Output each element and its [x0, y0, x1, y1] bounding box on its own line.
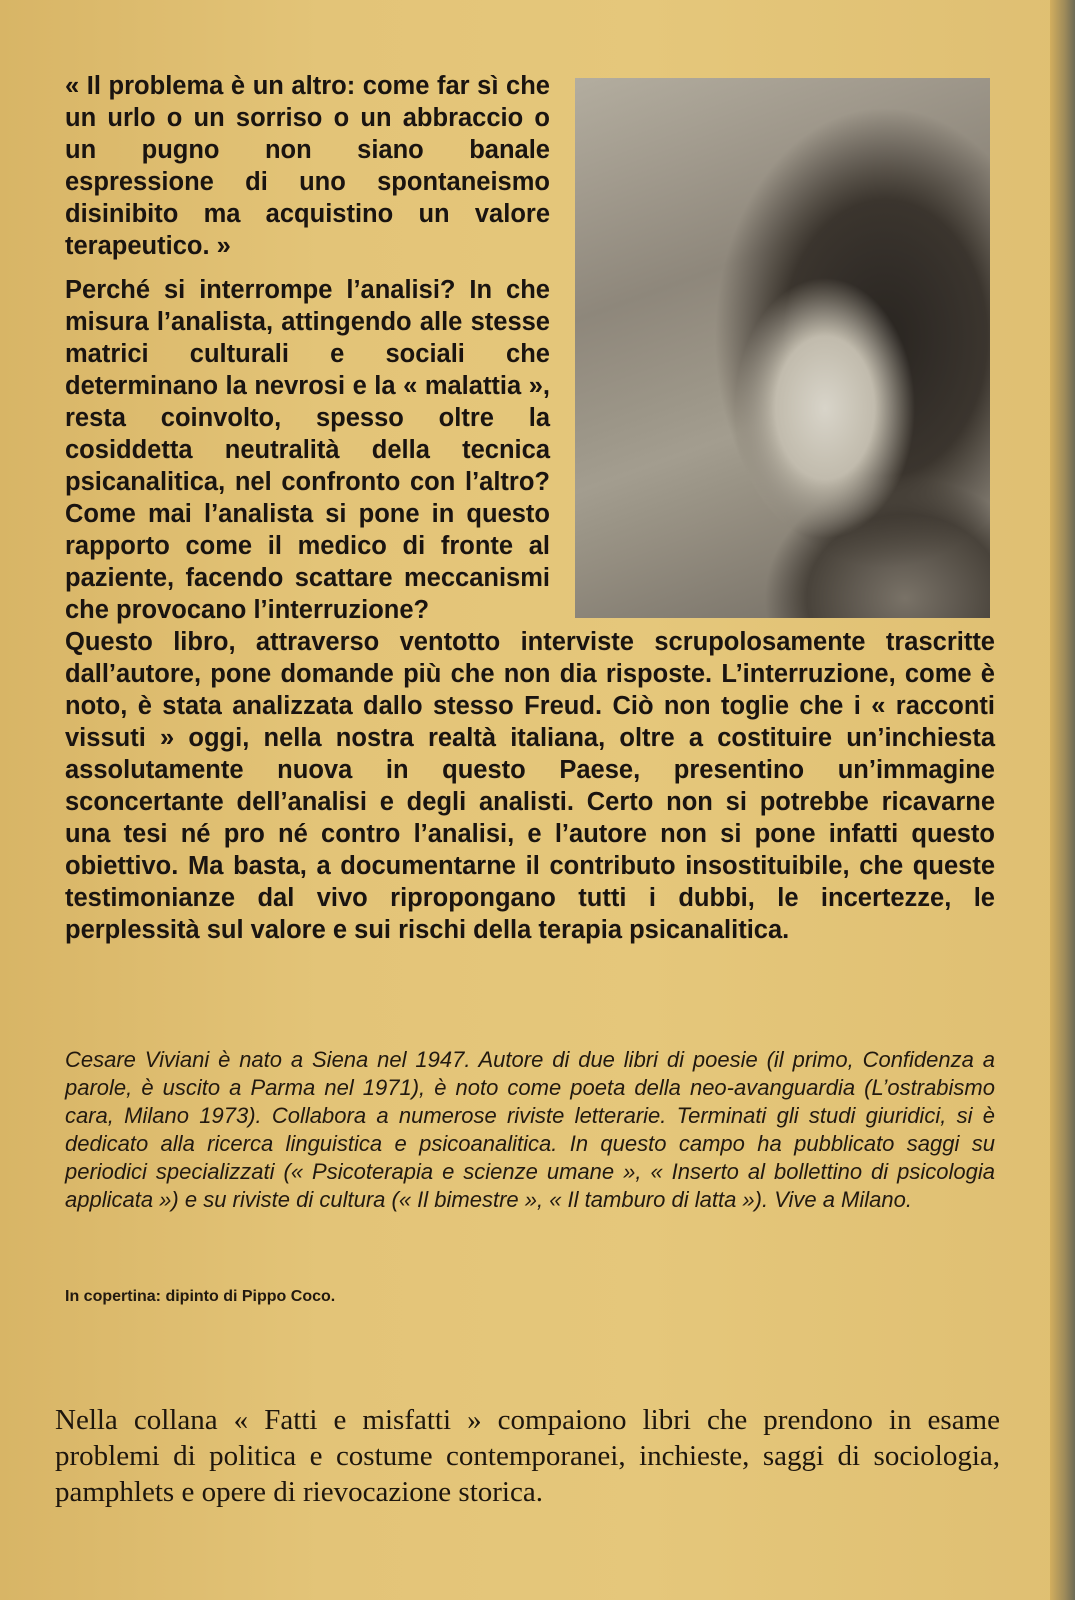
intro-paragraph: Perché si interrompe l’analisi? In che misura l’analista, attingendo alle stesse matrici culturali e sociali che determinano la nevrosi e la « malattia », resta coinvolto, spesso oltre la cosiddetta neutralità della tecnica psicanalitica, nel confronto con l’altro? Come mai l’analista si pone in questo rapporto come il medico di fronte al paziente, facendo scattare meccanismi che provocano l’interruzione? — [65, 276, 550, 624]
author-bio: Cesare Viviani è nato a Siena nel 1947. Autore di due libri di poesie (il primo, Confidenza a parole, è uscito a Parma nel 1971), è noto come poeta della neo-avanguardia (L’ostrabismo cara, Milano 1973). Collabora a numerose riviste letterarie. Terminati gli studi giuridici, si è dedicato alla ricerca linguistica e psicoanalitica. In questo campo ha pubblicato saggi su periodici specializzati (« Psicoterapia e scienze umane », « Inserto al bollettino di psicologia applicata ») e su riviste di cultura (« Il bimestre », « Il tamburo di latta »). Vive a Milano. — [65, 1047, 995, 1212]
description-paragraph: Questo libro, attraverso ventotto interviste scrupolosamente trascritte dall’autore, pone domande più che non dia risposte. L’interruzione, come è noto, è stata analizzata dallo stesso Freud. Ciò non toglie che i « racconti vissuti » oggi, nella nostra realtà italiana, oltre a costituire un’inchiesta assolutamente nuova in questo Paese, presentino un’immagine sconcertante dell’analisi e degli analisti. Certo non si potrebbe ricavarne una tesi né pro né contro l’analisi, e l’autore non si pone infatti questo obiettivo. Ma basta, a documentarne il contributo insostituibile, che queste testimonianze dal vivo ripropongano tutti i dubbi, le incertezze, le perplessità sul valore e sui rischi della terapia psicanalitica. — [65, 628, 995, 944]
book-edge — [1050, 0, 1075, 1600]
author-photo — [575, 78, 990, 618]
opening-quote: « Il problema è un altro: come far sì che un urlo o un sorriso o un abbraccio o un pugno non siano banale espressione di uno spontaneismo disinibito ma acquistino un valore terapeutico. » — [65, 72, 550, 260]
cover-credit: In copertina: dipinto di Pippo Coco. — [65, 1288, 336, 1305]
series-note: Nella collana « Fatti e misfatti » compaiono libri che prendono in esame problemi di politica e costume contemporanei, inchieste, saggi di sociologia, pamphlets e opere di rievocazione storica. — [55, 1404, 1000, 1508]
